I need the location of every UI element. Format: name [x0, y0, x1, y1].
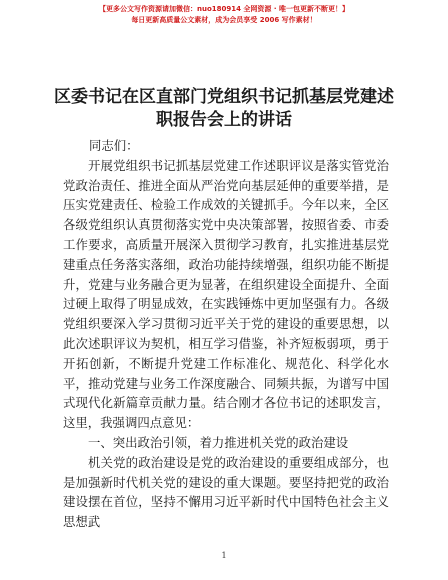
- title-line-1: 区委书记在区直部门党组织书记抓基层党建述: [54, 87, 394, 107]
- salutation: 同志们：: [89, 138, 139, 153]
- document-body: [63, 136, 389, 532]
- section-heading-1: 一、突出政治引领，着力推进机关党的政治建设: [88, 434, 349, 450]
- promo-banner: [0, 4, 448, 25]
- paragraph-section-1: 机关党的政治建设是党的政治建设的重要组成部分，也是加强新时代机关党的建设的重大课题。要坚持把党的政治建设摆在首位，坚持不懈用习近平新时代中国特色社会主义思想武: [63, 454, 389, 530]
- banner-line-2: 每日更新高质量公文素材，成为会员享受 2006 写作素材！: [131, 16, 317, 24]
- title-line-2: 职报告会上的讲话: [156, 110, 292, 130]
- document-title: [30, 86, 418, 132]
- paragraph-intro: 开展党组织书记抓基层党建工作述职评议是落实管党治党政治责任、推进全面从严治党向基层延伸的重要举措，是压实党建责任、检验工作成效的关键抓手。今年以来，全区各级党组织认真贯彻落实党中央决策部署，按照省委、市委工作要求，高质量开展深入贯彻学习教育，扎实推进基层党建重点任务落实落细，政治功能持续增强，组织功能不断提升，党建与业务融合更为显著，在组织建设全面提升、全面过硬上取得了明显成效，在实践锤炼中更加坚强有力。各级党组织要深入学习贯彻习近平关于党的建设的重要思想，以此次述职评议为契机，相互学习借鉴，补齐短板弱项，勇于开拓创新，不断提升党建工作标准化、规范化、科学化水平，推动党建与业务工作深度融合、同频共振，为谱写中国式现代化新篇章贡献力量。结合刚才各位书记的述职发言，这里，我强调四点意见：: [63, 157, 389, 431]
- banner-line-1: 【更多公文写作资源请加微信：nuo180914 全网资源 · 唯一包更新不断更！】: [99, 5, 349, 13]
- page-number: 1: [221, 551, 227, 560]
